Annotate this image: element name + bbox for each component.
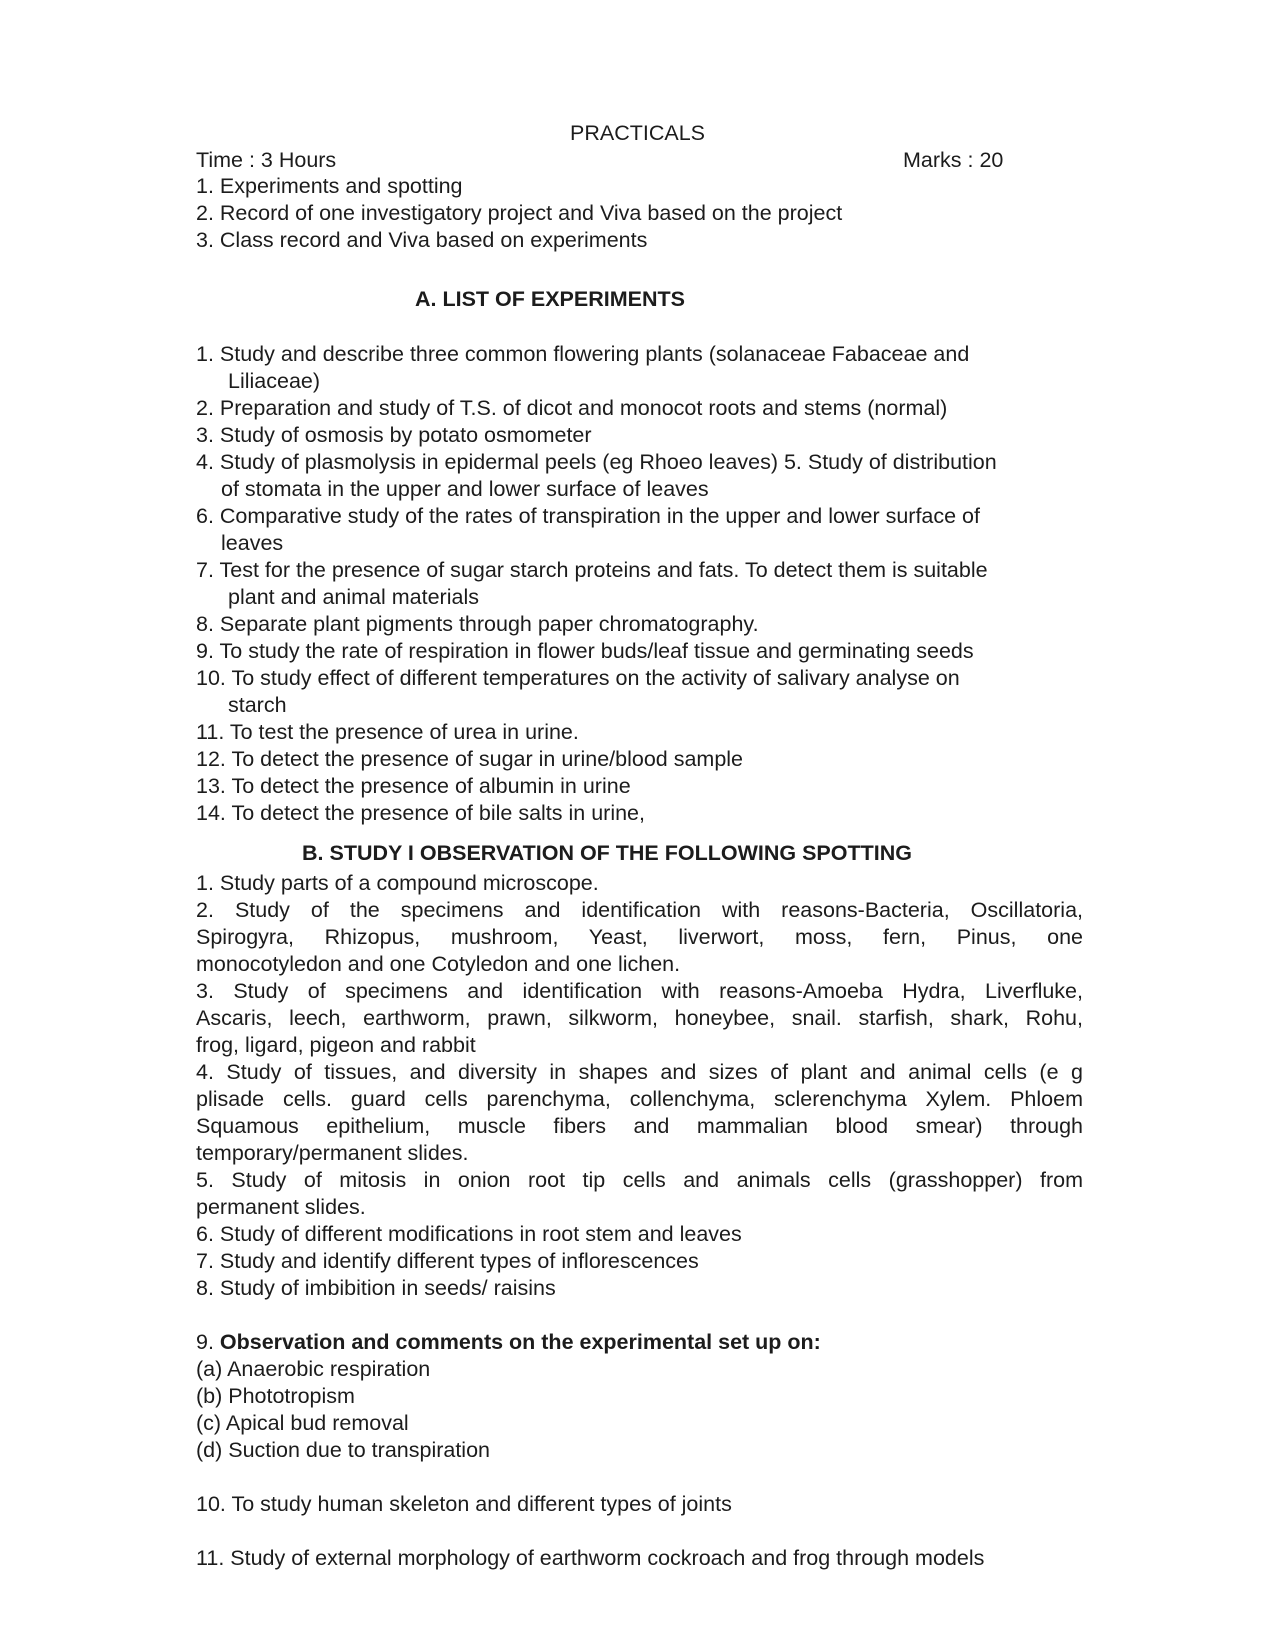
sub-item: (c) Apical bud removal [196, 1411, 409, 1435]
experiment-line: 4. Study of plasmolysis in epidermal peels (eg Rhoeo leaves) 5. Study of distribution [196, 450, 997, 474]
section-b-heading: B. STUDY I OBSERVATION OF THE FOLLOWING SPOTTING [302, 841, 912, 865]
spotting-item: 11. Study of external morphology of earthworm cockroach and frog through models [196, 1546, 985, 1570]
spotting-item: 10. To study human skeleton and different types of joints [196, 1492, 732, 1516]
experiment-line: 1. Study and describe three common flowering plants (solanaceae Fabaceae and [196, 342, 970, 366]
sub-item: (d) Suction due to transpiration [196, 1438, 490, 1462]
sub-item: (b) Phototropism [196, 1384, 355, 1408]
experiment-line: 6. Comparative study of the rates of transpiration in the upper and lower surface of [196, 504, 980, 528]
experiment-line: 11. To test the presence of urea in urine. [196, 720, 579, 744]
experiment-line: 10. To study effect of different temperatures on the activity of salivary analyse on [196, 666, 960, 690]
experiment-line: Liliaceae) [228, 369, 321, 393]
item-heading-bold: Observation and comments on the experimental set up on: [219, 1330, 821, 1354]
experiment-line: 14. To detect the presence of bile salts in urine, [196, 801, 645, 825]
sub-item: (a) Anaerobic respiration [196, 1357, 431, 1381]
spotting-item: 1. Study parts of a compound microscope. [196, 871, 599, 895]
page-title: PRACTICALS [569, 121, 705, 145]
experiment-line: 12. To detect the presence of sugar in urine/blood sample [196, 747, 744, 771]
spotting-item-line: 2. Study of the specimens and identification with reasons-Bacteria, Oscillatoria, [196, 898, 1083, 922]
spotting-item: 6. Study of different modifications in root stem and leaves [196, 1222, 742, 1246]
experiment-line: leaves [221, 531, 284, 555]
item-number: 9. [196, 1330, 220, 1354]
spotting-item-line: Ascaris, leech, earthworm, prawn, silkworm, honeybee, snail. starfish, shark, Rohu, [196, 1006, 1083, 1030]
section-a-heading: A. LIST OF EXPERIMENTS [415, 287, 685, 311]
experiment-line: 9. To study the rate of respiration in flower buds/leaf tissue and germinating seeds [196, 639, 974, 663]
spotting-item-line: 4. Study of tissues, and diversity in shapes and sizes of plant and animal cells (e g [196, 1060, 1083, 1084]
experiment-line: of stomata in the upper and lower surface of leaves [221, 477, 709, 501]
experiment-line: plant and animal materials [228, 585, 479, 609]
spotting-item-line: 3. Study of specimens and identification with reasons-Amoeba Hydra, Liverfluke, [196, 979, 1083, 1003]
experiment-line: 7. Test for the presence of sugar starch proteins and fats. To detect them is suitable [196, 558, 988, 582]
spotting-item: 7. Study and identify different types of inflorescences [196, 1249, 699, 1273]
spotting-item: 8. Study of imbibition in seeds/ raisins [196, 1276, 556, 1300]
experiment-line: 2. Preparation and study of T.S. of dicot and monocot roots and stems (normal) [196, 396, 948, 420]
spotting-item-line: monocotyledon and one Cotyledon and one lichen. [196, 952, 681, 976]
intro-item: 2. Record of one investigatory project and Viva based on the project [196, 201, 843, 225]
intro-item: 1. Experiments and spotting [196, 174, 463, 198]
experiment-line: 13. To detect the presence of albumin in urine [196, 774, 631, 798]
experiment-line: 3. Study of osmosis by potato osmometer [196, 423, 592, 447]
spotting-item-line: Spirogyra, Rhizopus, mushroom, Yeast, liverwort, moss, fern, Pinus, one [196, 925, 1083, 949]
spotting-item-line: temporary/permanent slides. [196, 1141, 469, 1165]
spotting-item-line: permanent slides. [196, 1195, 366, 1219]
intro-item: 3. Class record and Viva based on experiments [196, 228, 648, 252]
spotting-item-line: plisade cells. guard cells parenchyma, collenchyma, sclerenchyma Xylem. Phloem [196, 1087, 1083, 1111]
spotting-item-line: 5. Study of mitosis in onion root tip cells and animals cells (grasshopper) from [196, 1168, 1083, 1192]
spotting-item-9 [196, 1329, 821, 1356]
spotting-item-line: frog, ligard, pigeon and rabbit [196, 1033, 476, 1057]
experiment-line: 8. Separate plant pigments through paper chromatography. [196, 612, 759, 636]
marks-label: Marks : 20 [903, 148, 1004, 172]
experiment-line: starch [228, 693, 287, 717]
spotting-item-line: Squamous epithelium, muscle fibers and mammalian blood smear) through [196, 1114, 1083, 1138]
time-label: Time : 3 Hours [196, 148, 337, 172]
